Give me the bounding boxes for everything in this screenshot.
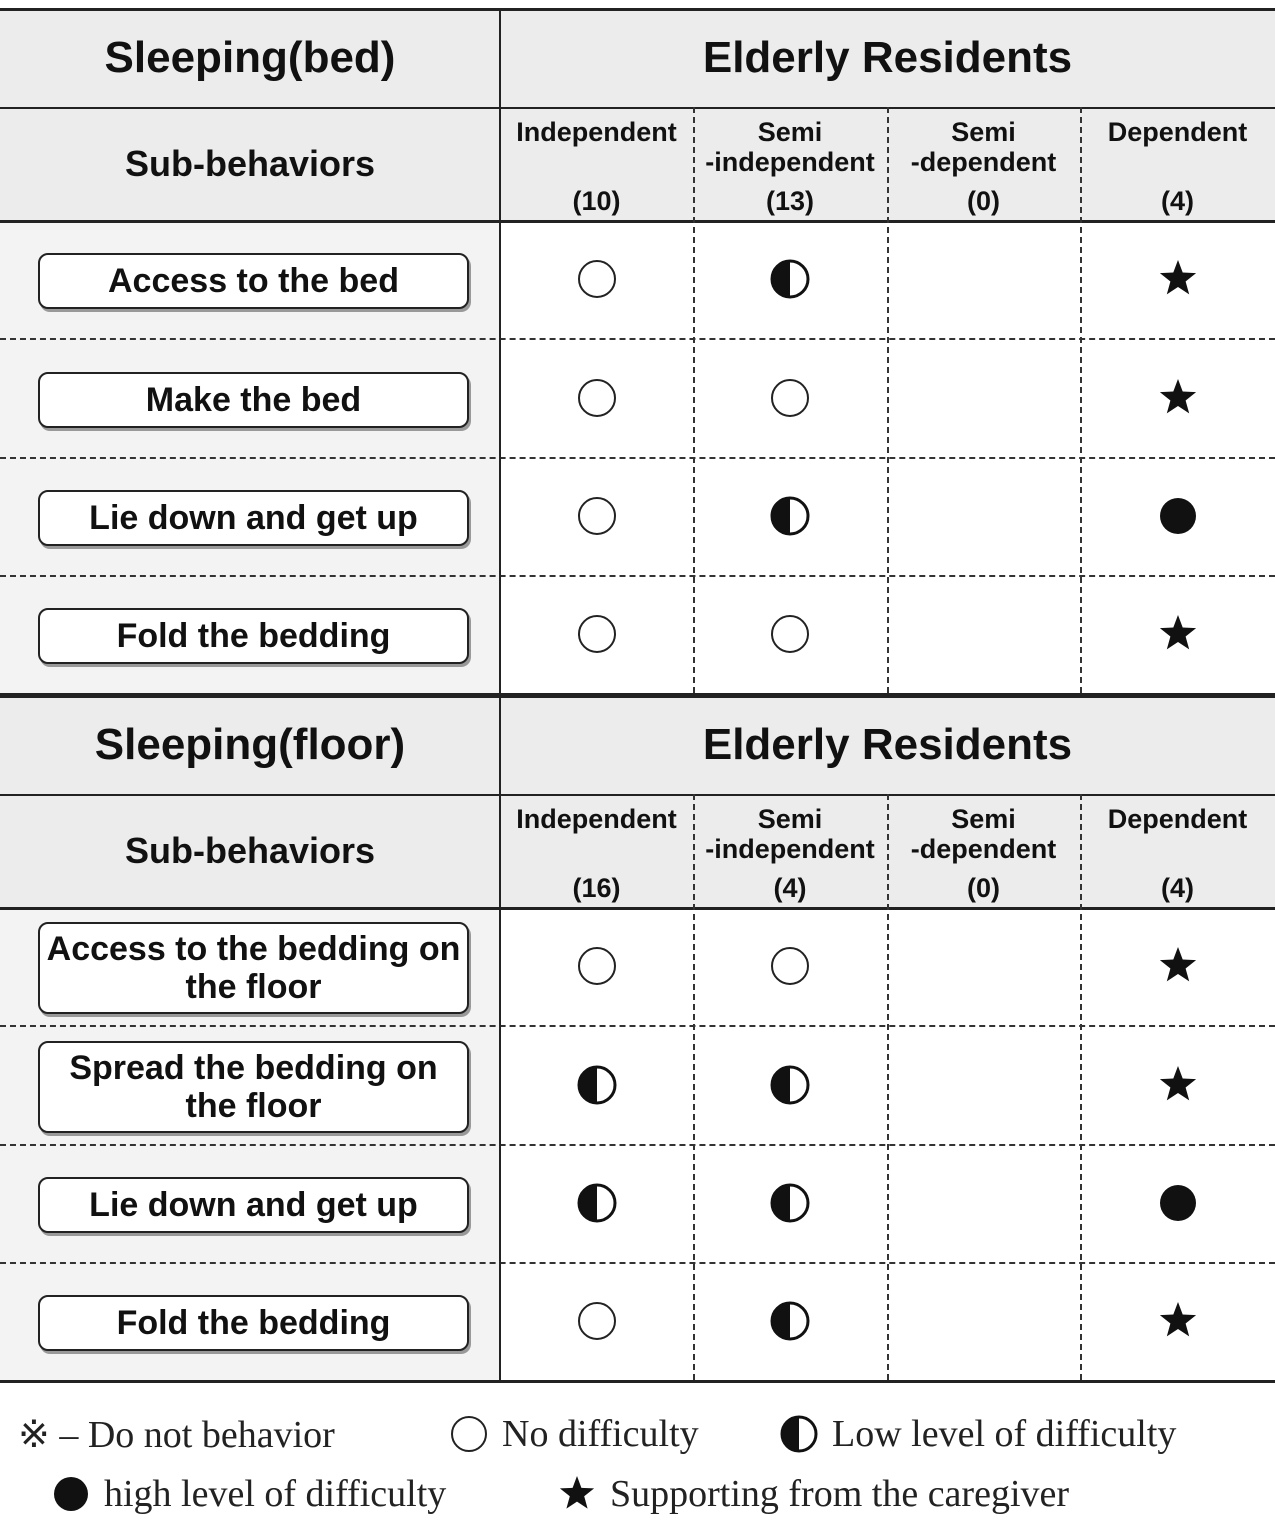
open-circle-icon	[770, 614, 810, 654]
legend-high-difficulty	[52, 1472, 446, 1516]
column-header	[887, 117, 1080, 216]
column-divider	[693, 794, 695, 1380]
star-icon	[1158, 378, 1198, 418]
behavior-label: Access to the bed	[38, 253, 469, 309]
rule	[0, 8, 1275, 11]
legend-open-text: No difficulty	[502, 1413, 699, 1455]
open-circle-icon	[577, 614, 617, 654]
column-divider	[499, 8, 501, 693]
row-divider	[0, 1144, 1275, 1146]
legend-prefix-text: ※ – Do not behavior	[18, 1414, 335, 1456]
column-header	[1080, 804, 1275, 903]
column-header-count: (16)	[572, 873, 621, 903]
row-divider	[0, 575, 1275, 577]
legend-half-text: Low level of difficulty	[832, 1413, 1177, 1455]
column-header	[500, 804, 693, 903]
rule	[0, 907, 1275, 910]
half-filled-circle-icon	[770, 496, 810, 536]
rule	[0, 1380, 1275, 1383]
column-header	[1080, 117, 1275, 216]
column-header-name: Dependent	[1107, 804, 1248, 834]
rule	[0, 107, 1275, 109]
column-divider	[1080, 107, 1082, 693]
legend-low-difficulty	[780, 1412, 1176, 1456]
column-header-count: (0)	[967, 873, 1000, 903]
column-header-count: (0)	[967, 186, 1000, 216]
sub-behaviors-header: Sub-behaviors	[124, 829, 376, 871]
column-header-name: Semi -dependent	[910, 117, 1057, 177]
half-filled-circle-icon	[577, 1183, 617, 1223]
half-filled-circle-icon	[770, 259, 810, 299]
open-circle-icon	[577, 496, 617, 536]
filled-circle-icon	[52, 1475, 98, 1513]
star-icon	[1158, 946, 1198, 986]
legend-star-text: Supporting from the caregiver	[610, 1473, 1070, 1515]
star-icon	[1158, 614, 1198, 654]
half-filled-circle-icon	[770, 1065, 810, 1105]
column-divider	[887, 107, 889, 693]
column-header-count: (4)	[1161, 186, 1194, 216]
section-title: Sleeping(bed)	[104, 32, 396, 82]
legend-no-difficulty	[450, 1412, 699, 1456]
filled-circle-icon	[1158, 496, 1198, 536]
behavior-label: Fold the bedding	[38, 1295, 469, 1351]
column-divider	[693, 107, 695, 693]
row-divider	[0, 338, 1275, 340]
rule	[0, 794, 1275, 796]
column-header-name: Semi -dependent	[910, 804, 1057, 864]
open-circle-icon	[577, 378, 617, 418]
open-circle-icon	[770, 378, 810, 418]
column-header	[693, 804, 887, 903]
sub-behaviors-header: Sub-behaviors	[124, 142, 376, 184]
behavior-label: Lie down and get up	[38, 1177, 469, 1233]
behavior-label: Make the bed	[38, 372, 469, 428]
column-header-count: (13)	[765, 186, 814, 216]
star-icon	[1158, 1065, 1198, 1105]
row-divider	[0, 457, 1275, 459]
star-icon	[1158, 259, 1198, 299]
column-divider	[1080, 794, 1082, 1380]
section-title: Sleeping(floor)	[94, 719, 406, 769]
legend-not-behavior	[18, 1412, 335, 1457]
row-divider	[0, 1025, 1275, 1027]
column-divider	[499, 695, 501, 1380]
legend-filled-text: high level of difficulty	[104, 1473, 447, 1515]
open-circle-icon	[577, 259, 617, 299]
open-circle-icon	[770, 946, 810, 986]
column-header-name: Semi -independent	[705, 117, 875, 177]
column-header-name: Semi -independent	[705, 804, 875, 864]
behavior-label: Access to the bedding on the floor	[38, 922, 469, 1014]
behavior-label: Spread the bedding on the floor	[38, 1041, 469, 1133]
column-header-name: Independent	[516, 804, 677, 834]
column-header-name: Dependent	[1107, 117, 1248, 147]
behavior-label: Fold the bedding	[38, 608, 469, 664]
half-filled-circle-icon	[780, 1415, 826, 1453]
open-circle-icon	[577, 1301, 617, 1341]
group-title: Elderly Residents	[702, 719, 1073, 769]
rule	[0, 695, 1275, 698]
behavior-label: Lie down and get up	[38, 490, 469, 546]
filled-circle-icon	[1158, 1183, 1198, 1223]
column-header-count: (4)	[1161, 873, 1194, 903]
star-icon	[558, 1475, 604, 1513]
column-header	[887, 804, 1080, 903]
open-circle-icon	[450, 1415, 496, 1453]
column-divider	[887, 794, 889, 1380]
column-header	[693, 117, 887, 216]
row-divider	[0, 1262, 1275, 1264]
open-circle-icon	[577, 946, 617, 986]
half-filled-circle-icon	[770, 1301, 810, 1341]
star-icon	[1158, 1301, 1198, 1341]
half-filled-circle-icon	[577, 1065, 617, 1105]
rule	[0, 220, 1275, 223]
legend-caregiver-support	[558, 1472, 1069, 1516]
column-header-count: (10)	[572, 186, 621, 216]
column-header	[500, 117, 693, 216]
column-header-count: (4)	[773, 873, 807, 903]
half-filled-circle-icon	[770, 1183, 810, 1223]
group-title: Elderly Residents	[702, 32, 1073, 82]
column-header-name: Independent	[516, 117, 677, 147]
